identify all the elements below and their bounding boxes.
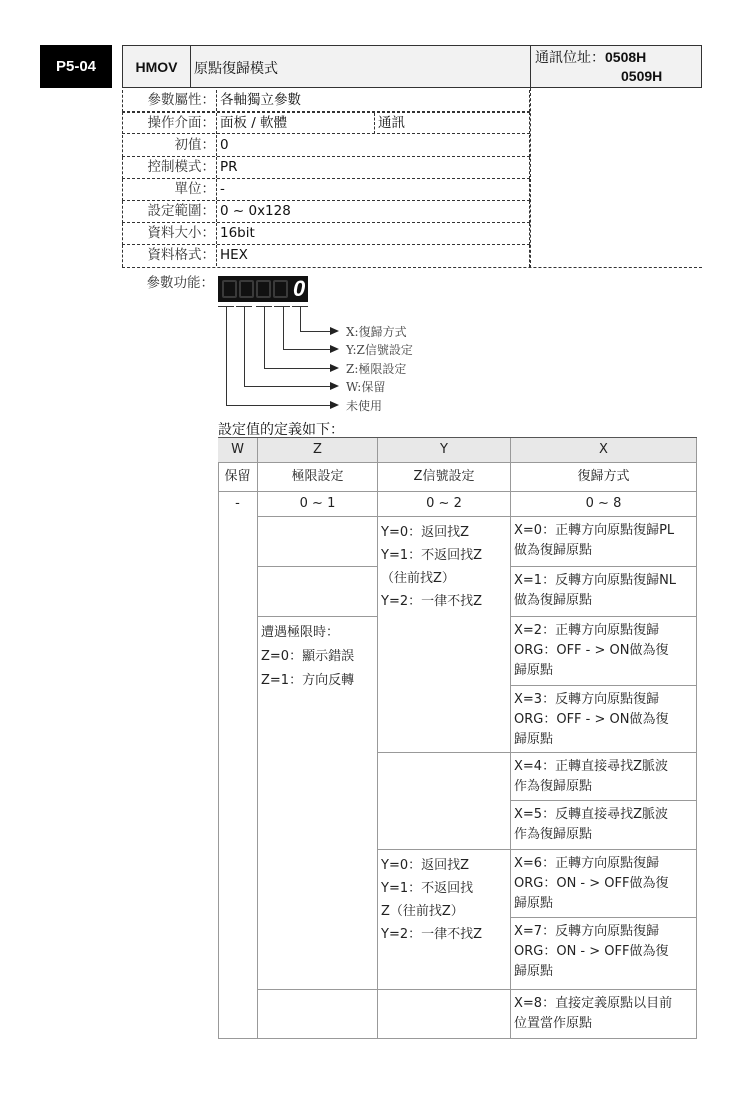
prop-row <box>122 223 530 245</box>
function-label: 參數功能： <box>146 275 214 291</box>
digit-off <box>256 280 271 298</box>
prop-label: 控制模式： <box>147 159 215 175</box>
prop-value: 各軸獨立參數 <box>216 90 529 111</box>
x-description: X=3：反轉方向原點復歸 ORG：OFF - > ON做為復 歸原點 <box>511 686 697 753</box>
prop-value: 16bit <box>216 223 255 244</box>
parameter-code: P5-04 <box>40 45 112 88</box>
x-description: X=4：正轉直接尋找Z脈波 作為復歸原點 <box>511 753 697 801</box>
comm-address <box>531 46 701 87</box>
parameter-name: 原點復歸模式 <box>191 46 531 87</box>
divider <box>122 267 702 268</box>
prop-label: 操作介面： <box>147 115 215 131</box>
prop-value-2: 通訊 <box>374 113 405 134</box>
table-cell-empty <box>258 517 378 567</box>
prop-value: 面板 / 軟體 <box>216 113 374 134</box>
prop-value: - <box>216 179 225 200</box>
prop-value: 0 <box>216 135 229 156</box>
divider <box>530 88 531 268</box>
prop-row <box>122 90 530 112</box>
prop-value: HEX <box>216 245 248 266</box>
parameter-abbr: HMOV <box>123 46 191 87</box>
range-x: 0 ~ 8 <box>511 492 697 517</box>
address-1: 0508H <box>605 49 647 65</box>
diagram-label-w: W:保留 <box>346 380 386 394</box>
digit-off <box>222 280 237 298</box>
table-cell-empty <box>378 990 511 1039</box>
arrow-icon <box>330 364 339 372</box>
digit-on: 0 <box>293 276 306 301</box>
prop-value: PR <box>216 157 238 178</box>
prop-row <box>122 157 530 179</box>
diagram-label-y: Y:Z信號設定 <box>346 343 413 357</box>
x-description: X=6：正轉方向原點復歸 ORG：ON - > OFF做為復 歸原點 <box>511 850 697 918</box>
prop-label: 單位： <box>174 181 215 197</box>
x-description: X=8：直接定義原點以目前 位置當作原點 <box>511 990 697 1039</box>
subheader-w: 保留 <box>218 463 258 492</box>
diagram-label-unused: 未使用 <box>346 399 383 413</box>
diagram-label-x: X:復歸方式 <box>346 325 407 339</box>
range-w: - <box>218 492 258 1039</box>
address-2: 0509H <box>621 68 663 84</box>
arrow-icon <box>330 401 339 409</box>
x-description: X=1：反轉方向原點復歸NL 做為復歸原點 <box>511 567 697 617</box>
diagram-label-z: Z:極限設定 <box>346 362 407 376</box>
prop-label: 初值： <box>174 137 215 153</box>
parameter-header <box>122 45 702 88</box>
range-z: 0 ~ 1 <box>258 492 378 517</box>
arrow-icon <box>330 345 339 353</box>
header-y: Y <box>378 438 511 463</box>
prop-row <box>122 112 530 134</box>
subheader-y: Z信號設定 <box>378 463 511 492</box>
seven-segment-display <box>218 276 308 302</box>
header-x: X <box>511 438 697 463</box>
x-description: X=0：正轉方向原點復歸PL 做為復歸原點 <box>511 517 697 567</box>
header-z: Z <box>258 438 378 463</box>
x-description: X=2：正轉方向原點復歸 ORG：OFF - > ON做為復 歸原點 <box>511 617 697 686</box>
address-label: 通訊位址： <box>535 50 605 66</box>
table-cell-empty <box>258 567 378 617</box>
subheader-z: 極限設定 <box>258 463 378 492</box>
arrow-icon <box>330 382 339 390</box>
prop-label: 參數屬性： <box>147 92 215 108</box>
prop-row <box>122 245 530 267</box>
prop-value: 0 ~ 0x128 <box>216 201 291 222</box>
x-description: X=7：反轉方向原點復歸 ORG：ON - > OFF做為復 歸原點 <box>511 918 697 990</box>
digit-off <box>239 280 254 298</box>
z-description: 遭遇極限時： Z=0：顯示錯誤 Z=1：方向反轉 <box>258 617 378 990</box>
prop-label: 資料大小： <box>147 225 215 241</box>
prop-row <box>122 135 530 157</box>
prop-label: 資料格式： <box>147 247 215 263</box>
subheader-x: 復歸方式 <box>511 463 697 492</box>
prop-row <box>122 179 530 201</box>
y-description-2: Y=0：返回找Z Y=1：不返回找 Z（往前找Z） Y=2：一律不找Z <box>378 850 511 990</box>
table-cell-empty <box>378 753 511 850</box>
header-w: W <box>218 438 258 463</box>
x-description: X=5：反轉直接尋找Z脈波 作為復歸原點 <box>511 801 697 850</box>
digit-off <box>273 280 288 298</box>
table-cell-empty <box>258 990 378 1039</box>
prop-row <box>122 201 530 223</box>
range-y: 0 ~ 2 <box>378 492 511 517</box>
prop-label: 設定範圍： <box>147 203 215 219</box>
y-description-1: Y=0：返回找Z Y=1：不返回找Z （往前找Z） Y=2：一律不找Z <box>378 517 511 753</box>
arrow-icon <box>330 327 339 335</box>
table-caption: 設定值的定義如下： <box>218 422 344 438</box>
